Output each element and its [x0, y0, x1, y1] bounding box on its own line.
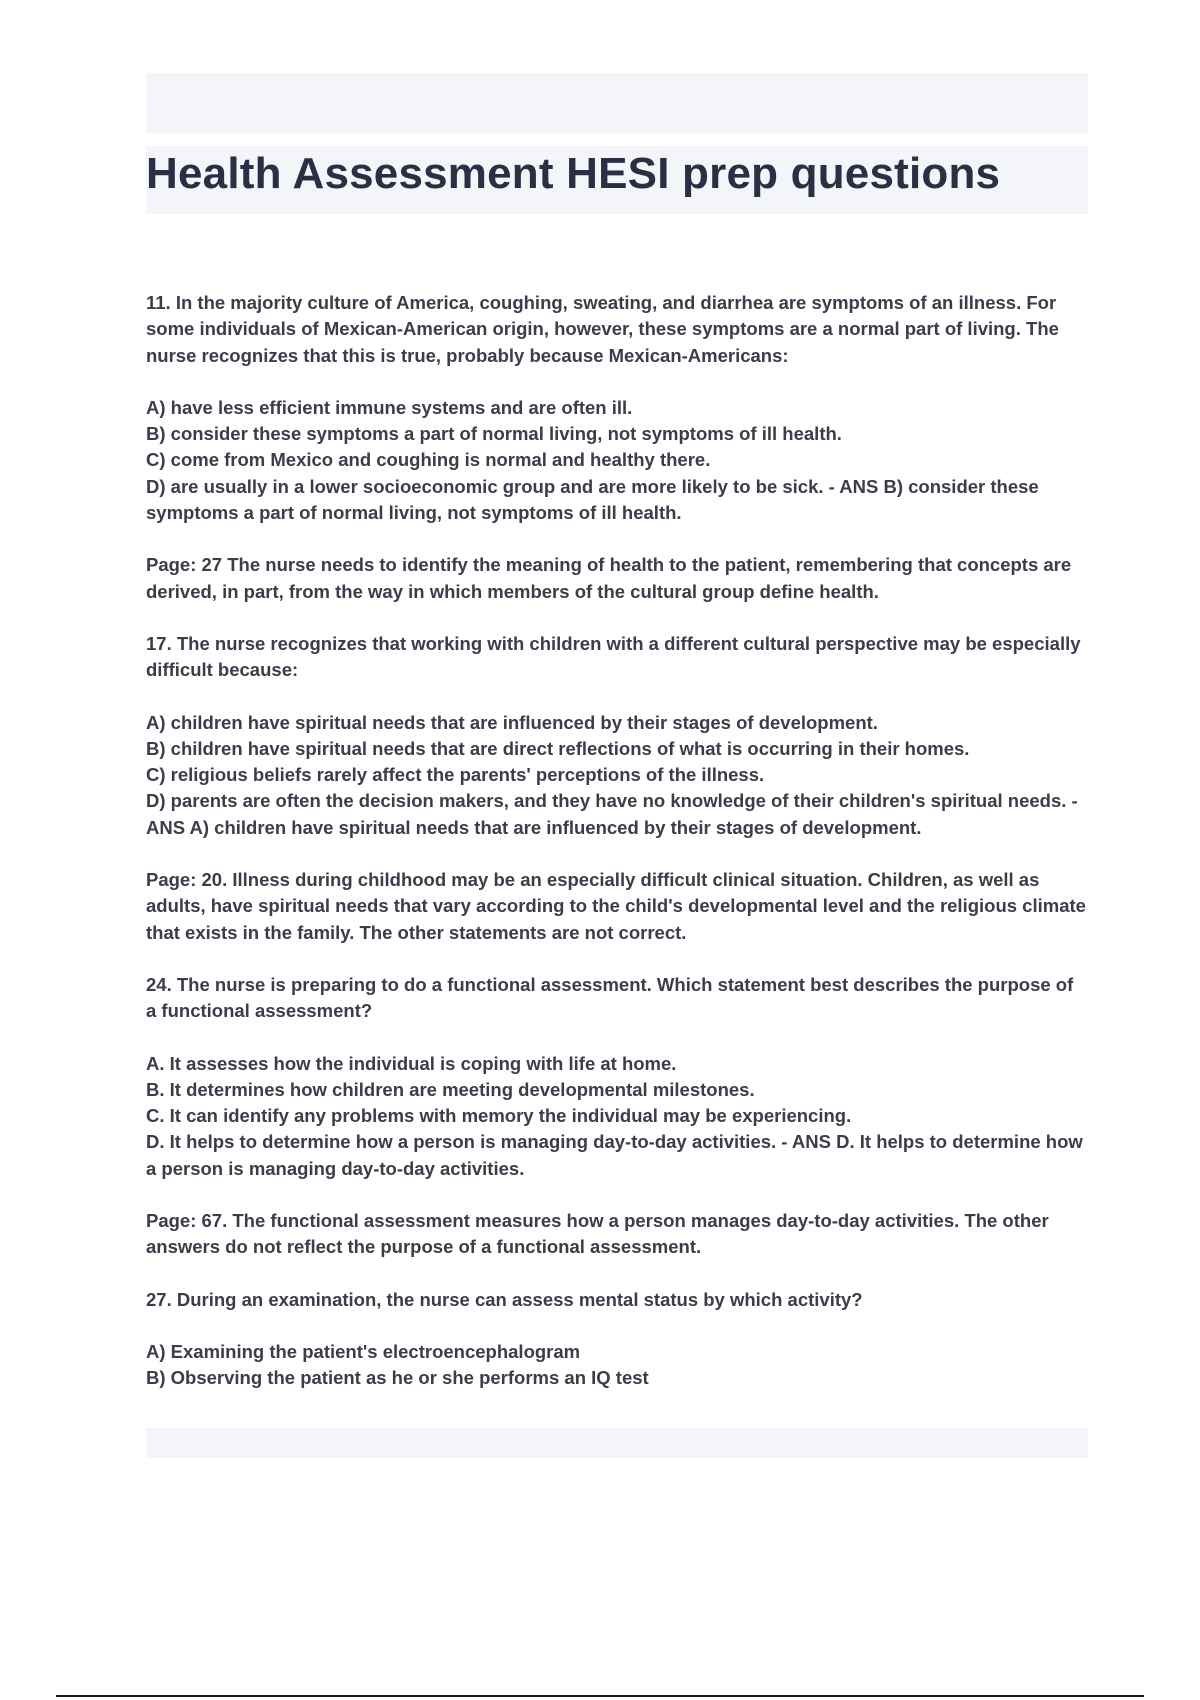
question-24-option-b: B. It determines how children are meeting developmental milestones.	[146, 1078, 755, 1100]
question-27-option-a: A) Examining the patient's electroencephalogram	[146, 1340, 581, 1362]
question-11-text: 11. In the majority culture of America, coughing, sweating, and diarrhea are symptoms of an illness. For some individuals of Mexican-American origin, however, these symptoms are a normal part of living. The nurse recognizes that this is true, probably because Mexican-Americans:	[146, 292, 1059, 366]
question-11-option-b: B) consider these symptoms a part of normal living, not symptoms of ill health.	[146, 423, 842, 445]
header-band	[146, 73, 1088, 133]
question-27-options	[146, 1339, 1086, 1392]
question-24-options	[146, 1051, 1086, 1182]
footer-band	[146, 1428, 1088, 1458]
question-24-option-a: A. It assesses how the individual is coping with life at home.	[146, 1052, 677, 1074]
question-17-rationale: Page: 20. Illness during childhood may be an especially difficult clinical situation. Children, as well as adults, have spiritual needs that vary according to the child's developmental level and the religious climate that exists in the family. The other statements are not correct.	[146, 869, 1086, 943]
question-11-rationale: Page: 27 The nurse needs to identify the meaning of health to the patient, remembering that concepts are derived, in part, from the way in which members of the cultural group define health.	[146, 554, 1072, 602]
question-11-option-c: C) come from Mexico and coughing is normal and healthy there.	[146, 449, 711, 471]
document-title: Health Assessment HESI prep questions	[146, 149, 1001, 198]
question-17-option-a: A) children have spiritual needs that are influenced by their stages of development.	[146, 711, 878, 733]
question-17-text: 17. The nurse recognizes that working with children with a different cultural perspective may be especially difficult because:	[146, 632, 1081, 681]
question-17-options	[146, 710, 1086, 841]
question-17-option-d-answer: D) parents are often the decision makers, and they have no knowledge of their children's spiritual needs. - ANS A) children have spiritual needs that are influenced by their stages of development.	[146, 790, 1078, 838]
document-body	[146, 290, 1086, 1418]
question-27-text: 27. During an examination, the nurse can assess mental status by which activity?	[146, 1288, 863, 1310]
question-24-text: 24. The nurse is preparing to do a functional assessment. Which statement best describes the purpose of a functional assessment?	[146, 973, 1074, 1022]
question-24-option-c: C. It can identify any problems with memory the individual may be experiencing.	[146, 1105, 852, 1127]
question-24-rationale: Page: 67. The functional assessment measures how a person manages day-to-day activities. The other answers do not reflect the purpose of a functional assessment.	[146, 1210, 1049, 1258]
question-17-option-b: B) children have spiritual needs that are direct reflections of what is occurring in their homes.	[146, 737, 970, 759]
question-11-options	[146, 395, 1086, 526]
question-11-option-a: A) have less efficient immune systems and are often ill.	[146, 396, 633, 418]
question-24-option-d-answer: D. It helps to determine how a person is managing day-to-day activities. - ANS D. It helps to determine how a person is managing day-to-day activities.	[146, 1131, 1083, 1179]
question-27-option-b: B) Observing the patient as he or she performs an IQ test	[146, 1367, 649, 1389]
question-17-option-c: C) religious beliefs rarely affect the parents' perceptions of the illness.	[146, 764, 765, 786]
footer-divider	[56, 1695, 1144, 1697]
question-11-option-d-answer: D) are usually in a lower socioeconomic group and are more likely to be sick. - ANS B) consider these symptoms a part of normal living, not symptoms of ill health.	[146, 475, 1039, 524]
